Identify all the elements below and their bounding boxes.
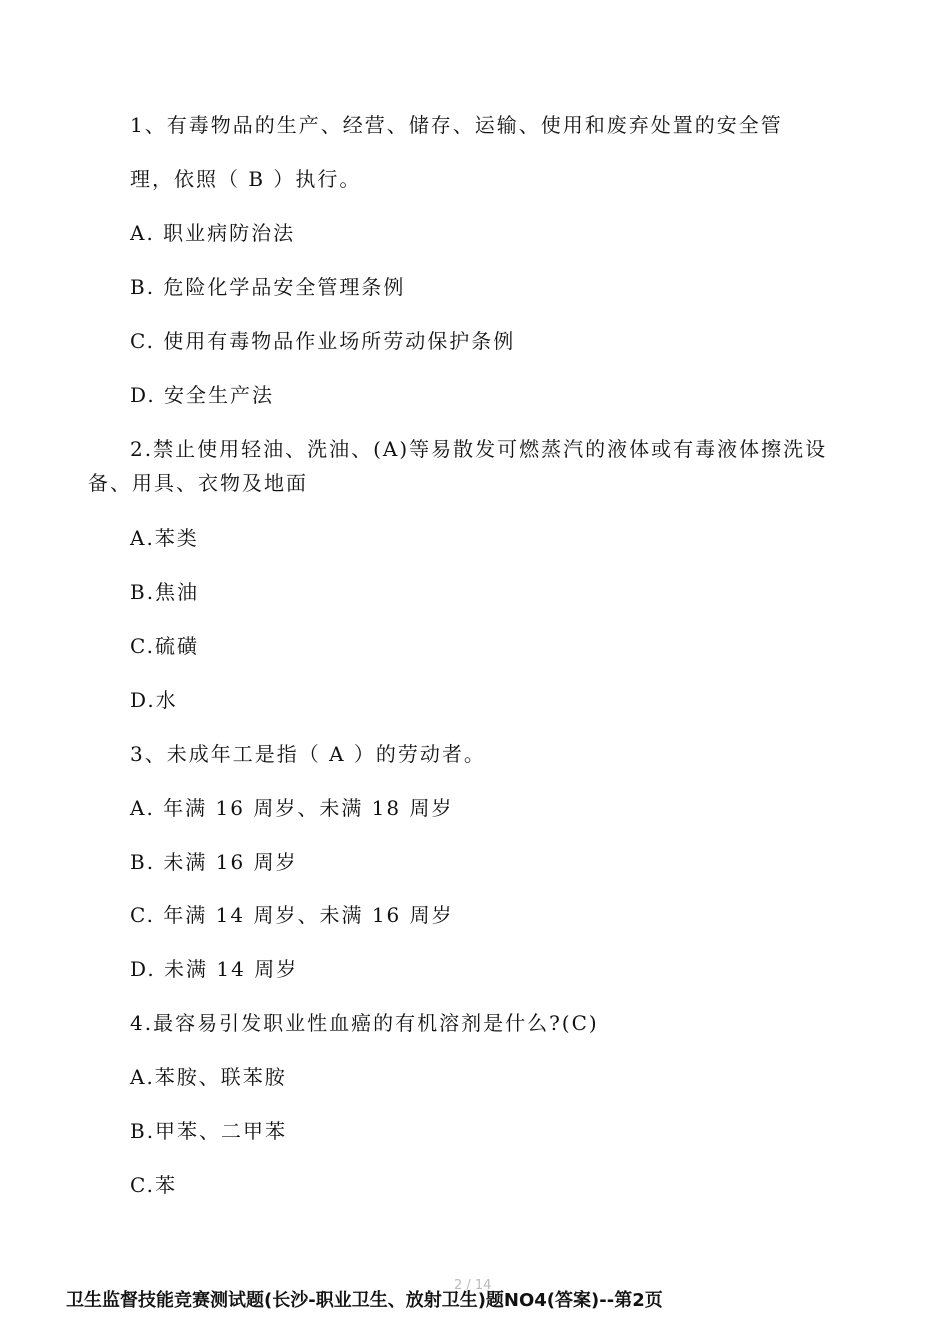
- question-1-option-c: C. 使用有毒物品作业场所劳动保护条例: [130, 329, 516, 353]
- question-2-option-a: A.苯类: [130, 526, 199, 550]
- question-3-option-c: C. 年满 14 周岁、未满 16 周岁: [130, 903, 454, 927]
- question-4-stem: 4.最容易引发职业性血癌的有机溶剂是什么?(C): [130, 1011, 599, 1035]
- question-1-stem-line-2: 理，依照（ B ）执行。: [130, 167, 362, 191]
- question-3-stem: 3、未成年工是指（ A ）的劳动者。: [130, 742, 486, 766]
- question-4-option-b: B.甲苯、二甲苯: [130, 1119, 288, 1143]
- question-3-option-b: B. 未满 16 周岁: [130, 850, 298, 874]
- question-3-option-d: D. 未满 14 周岁: [130, 957, 299, 981]
- question-1-option-d: D. 安全生产法: [130, 383, 275, 407]
- question-1-option-a: A. 职业病防治法: [130, 221, 296, 245]
- page-number: 2 / 14: [454, 1278, 492, 1293]
- footer-title: 卫生监督技能竞赛测试题(长沙-职业卫生、放射卫生)题NO4(答案)--第2页: [66, 1290, 663, 1311]
- question-1-stem-line-1: 1、有毒物品的生产、经营、储存、运输、使用和废弃处置的安全管: [130, 113, 783, 137]
- question-2-option-b: B.焦油: [130, 580, 200, 604]
- question-2-stem-line-1: 2.禁止使用轻油、洗油、(A)等易散发可燃蒸汽的液体或有毒液体擦洗设: [130, 437, 828, 461]
- question-2-stem-line-2: 备、用具、衣物及地面: [88, 471, 308, 495]
- question-3-option-a: A. 年满 16 周岁、未满 18 周岁: [130, 796, 454, 820]
- question-1-option-b: B. 危险化学品安全管理条例: [130, 275, 406, 299]
- question-2-option-d: D.水: [130, 688, 178, 712]
- question-4-option-a: A.苯胺、联苯胺: [130, 1065, 287, 1089]
- question-2-option-c: C.硫磺: [130, 634, 199, 658]
- question-4-option-c: C.苯: [130, 1173, 177, 1197]
